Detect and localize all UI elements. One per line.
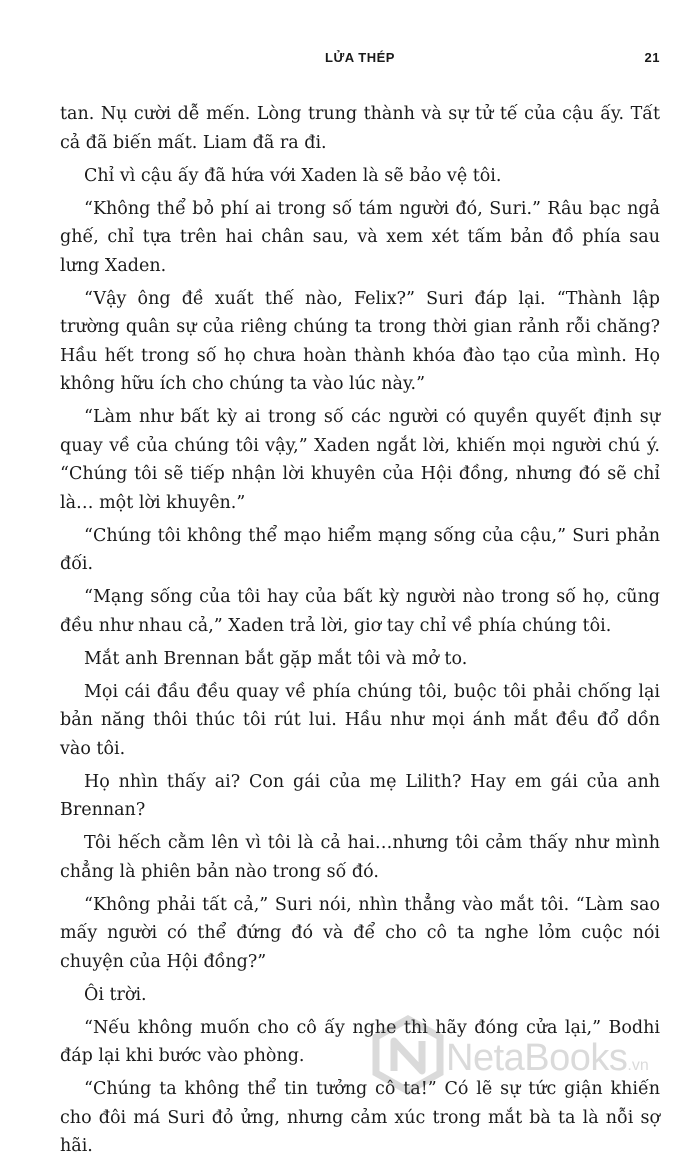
paragraph: tan. Nụ cười dễ mến. Lòng trung thành và sự tử tế của cậu ấy. Tất cả đã biến mất. Liam đã ra đi. [60,104,660,153]
paragraph: Ôi trời. [84,984,147,1005]
paragraph: “Không phải tất cả,” Suri nói, nhìn thẳng vào mắt tôi. “Làm sao mấy người có thể đứng đó và để cho cô ta nghe lỏm cuộc nói chuyện của Hội đồng?” [60,894,660,972]
paragraph: “Nếu không muốn cho cô ấy nghe thì hãy đóng cửa lại,” Bodhi đáp lại khi bước vào phòng. [60,1017,660,1066]
paragraph: “Chúng ta không thể tin tưởng cô ta!” Có lẽ sự tức giận khiến cho đôi má Suri đỏ ửng, nhưng cảm xúc trong mắt bà ta là nỗi sợ hãi. [60,1079,660,1156]
hexagon-n-logo-icon [368,1015,448,1095]
paragraph: Mọi cái đầu đều quay về phía chúng tôi, buộc tôi phải chống lại bản năng thôi thúc tôi rút lui. Hầu như mọi ánh mắt đều đổ dồn vào tôi. [60,681,660,759]
book-title: LỬA THÉP [325,50,395,65]
paragraph: “Vậy ông đề xuất thế nào, Felix?” Suri đáp lại. “Thành lập trường quân sự của riêng chúng ta trong thời gian rảnh rỗi chăng? Hầu hết trong số họ chưa hoàn thành khóa đào tạo của mình. Họ không hữu ích cho chúng ta vào lúc này.” [60,288,660,394]
paragraph: Mắt anh Brennan bắt gặp mắt tôi và mở to. [84,648,468,669]
running-header [60,50,660,70]
paragraph: Chỉ vì cậu ấy đã hứa với Xaden là sẽ bảo vệ tôi. [84,165,502,186]
page-number: 21 [644,50,660,65]
paragraph: “Làm như bất kỳ ai trong số các người có quyền quyết định sự quay về của chúng tôi vậy,” Xaden ngắt lời, khiến mọi người chú ý. “Chúng tôi sẽ tiếp nhận lời khuyên của Hội đồng, nhưng đó sẽ chỉ là… một lời khuyên.” [60,407,660,513]
paragraph: Họ nhìn thấy ai? Con gái của mẹ Lilith? Hay em gái của anh Brennan? [60,771,660,820]
netabooks-watermark [368,1015,688,1100]
paragraph: “Không thể bỏ phí ai trong số tám người đó, Suri.” Râu bạc ngả ghế, chỉ tựa trên hai chân sau, và xem xét tấm bản đồ phía sau lưng Xaden. [60,198,660,276]
page-text [60,100,660,1165]
paragraph: “Chúng tôi không thể mạo hiểm mạng sống của cậu,” Suri phản đối. [60,525,660,574]
paragraph: “Mạng sống của tôi hay của bất kỳ người nào trong số họ, cũng đều như nhau cả,” Xaden trả lời, giơ tay chỉ về phía chúng tôi. [60,587,660,636]
paragraph: Tôi hếch cằm lên vì tôi là cả hai…nhưng tôi cảm thấy như mình chẳng là phiên bản nào trong số đó. [60,833,660,882]
watermark-brand: NetaBooks.vn [446,1037,649,1079]
